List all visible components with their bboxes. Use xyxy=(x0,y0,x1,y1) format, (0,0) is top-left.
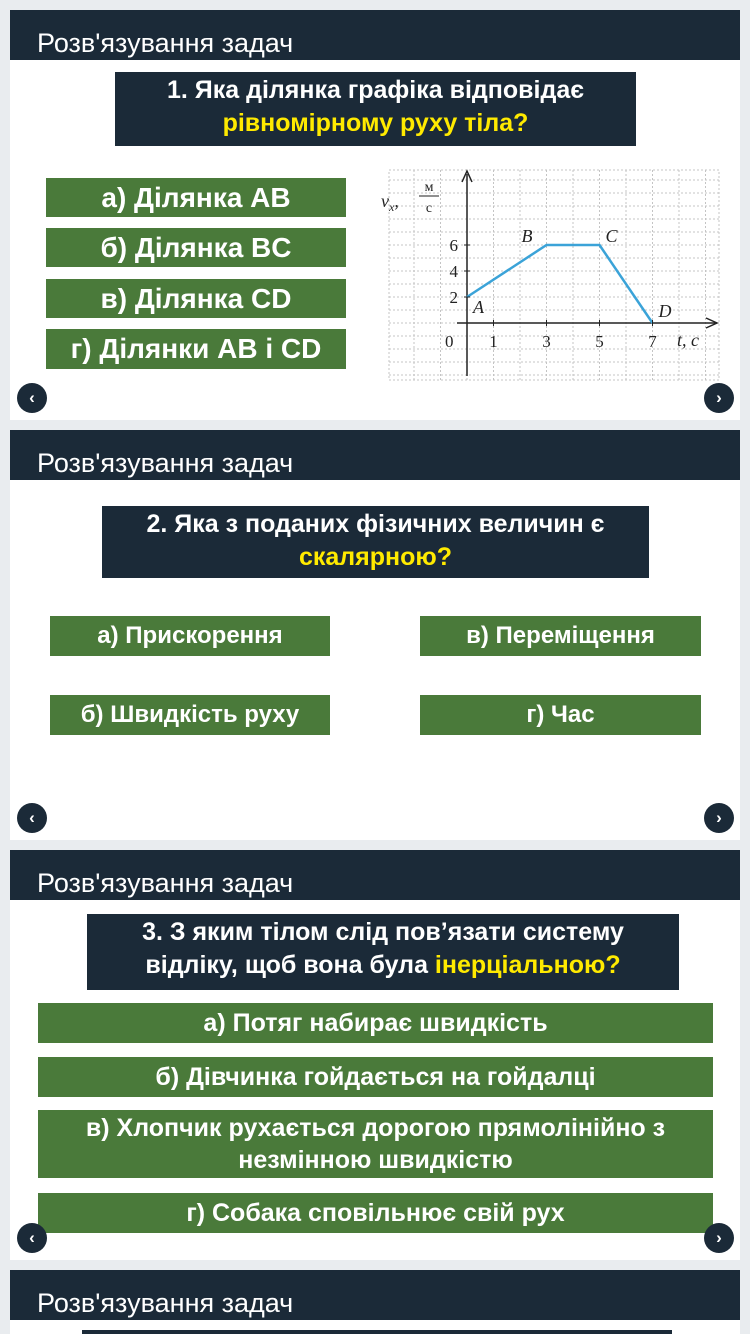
velocity-time-graph xyxy=(377,168,723,384)
y-tick-label: 6 xyxy=(449,236,458,255)
svg-text:м: м xyxy=(424,180,434,195)
option-a[interactable]: а) Прискорення xyxy=(50,616,330,656)
option-c-line1: в) Хлопчик рухається дорогою прямолінійно з xyxy=(85,1114,666,1142)
option-b[interactable]: б) Дівчинка гойдається на гойдалці xyxy=(38,1057,713,1097)
prev-button[interactable]: ‹ xyxy=(17,803,47,833)
x-tick-label: 3 xyxy=(542,332,551,351)
question-box xyxy=(102,506,649,578)
question-highlight: рівномірному руху тіла? xyxy=(222,109,529,137)
option-d[interactable]: г) Час xyxy=(420,695,701,735)
graph-grid xyxy=(389,170,719,380)
next-button[interactable]: › xyxy=(704,803,734,833)
y-tick-label: 4 xyxy=(449,262,458,281)
question-text: 2. Яка з поданих фізичних величин є xyxy=(146,510,605,538)
next-button[interactable]: › xyxy=(704,1223,734,1253)
slide-2 xyxy=(10,430,740,840)
slide-1 xyxy=(10,10,740,420)
question-highlight: скалярною? xyxy=(298,543,453,571)
svg-text:с: с xyxy=(425,201,433,216)
question-highlight: інерціальною? xyxy=(434,951,621,979)
prev-button[interactable]: ‹ xyxy=(17,1223,47,1253)
option-c[interactable]: в) Ділянка CD xyxy=(46,279,346,318)
option-c-line2: незмінною швидкістю xyxy=(238,1146,513,1174)
x-tick-label: 7 xyxy=(648,332,657,351)
option-d[interactable]: г) Собака сповільнює свій рух xyxy=(38,1193,713,1233)
point-label-b: B xyxy=(521,226,533,246)
slide-title: Розв'язування задач xyxy=(37,868,294,898)
question-text-2: відліку, щоб вона була xyxy=(145,951,428,979)
origin-label: 0 xyxy=(445,332,454,351)
question-text: 3. З яким тілом слід пов’язати систему xyxy=(142,918,624,946)
x-tick-label: 1 xyxy=(489,332,498,351)
question-box xyxy=(82,1330,672,1334)
option-c[interactable]: в) Переміщення xyxy=(420,616,701,656)
next-button[interactable]: › xyxy=(704,383,734,413)
slide-4 xyxy=(10,1270,740,1334)
question-box xyxy=(115,72,636,146)
x-tick-label: 5 xyxy=(595,332,604,351)
option-a[interactable]: а) Потяг набирає швидкість xyxy=(38,1003,713,1043)
slide-header xyxy=(10,1270,740,1320)
slide-3 xyxy=(10,850,740,1260)
option-d[interactable]: г) Ділянки AB і CD xyxy=(46,329,346,369)
option-a[interactable]: а) Ділянка AB xyxy=(46,178,346,217)
prev-button[interactable]: ‹ xyxy=(17,383,47,413)
question-box xyxy=(87,914,679,990)
point-label-d: D xyxy=(658,301,672,321)
point-label-a: A xyxy=(473,297,484,317)
question-text: 1. Яка ділянка графіка відповідає xyxy=(166,76,585,104)
slide-header xyxy=(10,430,740,480)
slide-header xyxy=(10,850,740,900)
svg-text:vx,: $v_x$, xyxy=(381,191,399,214)
y-tick-label: 2 xyxy=(449,288,458,307)
x-axis-label: t, с xyxy=(677,330,699,350)
slide-title: Розв'язування задач xyxy=(37,448,294,478)
point-label-c: C xyxy=(605,226,618,246)
option-c[interactable] xyxy=(38,1110,713,1178)
slide-header xyxy=(10,10,740,60)
option-b[interactable]: б) Швидкість руху xyxy=(50,695,330,735)
y-axis-label xyxy=(381,180,439,216)
slide-title: Розв'язування задач xyxy=(37,28,294,58)
slide-title: Розв'язування задач xyxy=(37,1288,294,1318)
option-b[interactable]: б) Ділянка BC xyxy=(46,228,346,267)
